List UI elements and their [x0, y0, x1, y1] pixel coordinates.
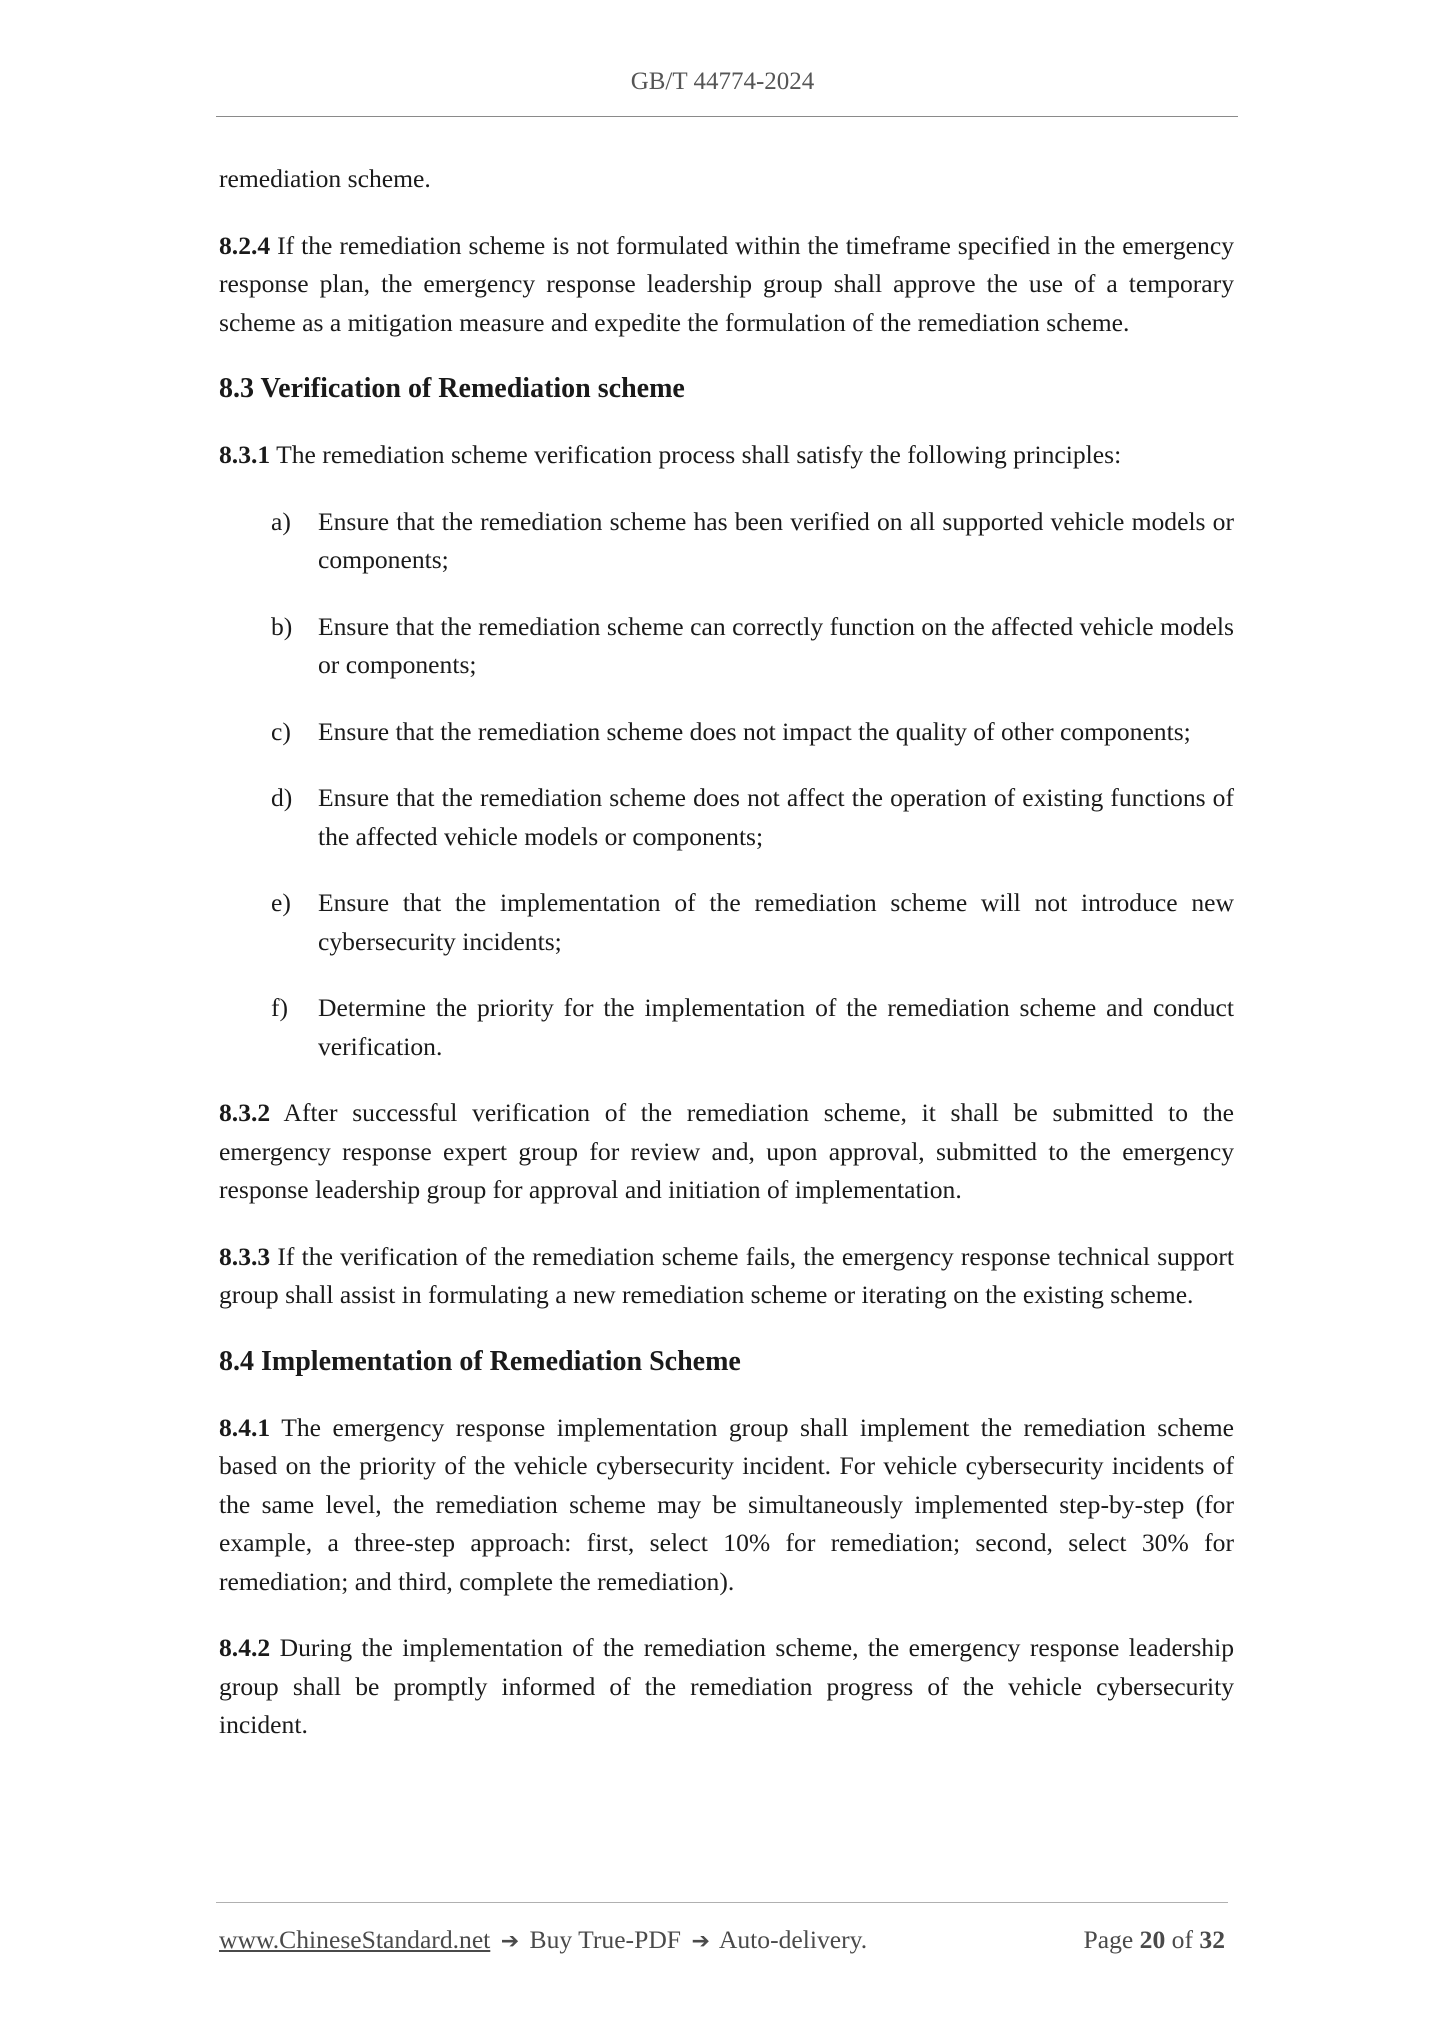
page-current: 20 — [1139, 1925, 1166, 1954]
clause-8-2-4 — [219, 227, 1234, 343]
footer-divider — [216, 1902, 1228, 1903]
list-item-b — [219, 608, 1234, 685]
clause-8-3-3 — [219, 1238, 1234, 1315]
list-item-text: Ensure that the remediation scheme does not impact the quality of other components; — [318, 716, 1191, 746]
list-item-letter: c) — [271, 716, 291, 746]
header-divider — [216, 116, 1238, 117]
clause-8-3-1 — [219, 436, 1234, 475]
list-item-text: Determine the priority for the implementation of the remediation scheme and conduct verification. — [318, 993, 1234, 1061]
list-item-text: Ensure that the remediation scheme does not affect the operation of existing functions of the affected vehicle models or components; — [318, 783, 1234, 851]
list-item-c — [219, 713, 1234, 752]
list-item-text: Ensure that the implementation of the remediation scheme will not introduce new cybersecurity incidents; — [318, 888, 1234, 956]
list-item-d — [219, 779, 1234, 856]
clause-number: 8.3.3 — [219, 1241, 271, 1271]
arrow-right-icon: ➔ — [500, 1929, 520, 1954]
clause-number: 8.2.4 — [219, 230, 271, 260]
site-link[interactable]: www.ChineseStandard.net — [219, 1925, 491, 1954]
clause-text: The remediation scheme verification process shall satisfy the following principles: — [270, 440, 1122, 469]
page-indicator — [1084, 1925, 1226, 1955]
clause-text: The emergency response implementation group shall implement the remediation scheme based on the priority of the vehicle cybersecurity incident. For vehicle cybersecurity incidents of the same level, the remediation scheme may be simultaneously implemented step-by-step (for example, a three-step approach: first, select 10% for remediation; second, select 30% for remediation; and third, complete the remediation). — [219, 1412, 1234, 1596]
clause-number: 8.3.2 — [219, 1098, 271, 1127]
page-footer — [219, 1925, 1225, 1955]
page-total: 32 — [1199, 1925, 1225, 1954]
list-item-f — [219, 989, 1234, 1066]
list-item-letter: b) — [271, 611, 293, 641]
arrow-right-icon: ➔ — [691, 1929, 710, 1954]
clause-text: If the verification of the remediation scheme fails, the emergency response technical support group shall assist in formulating a new remediation scheme or iterating on the existing scheme. — [219, 1241, 1234, 1309]
clause-text: After successful verification of the remediation scheme, it shall be submitted to the emergency response expert group for review and, upon approval, submitted to the emergency response leadership group for approval and initiation of implementation. — [219, 1098, 1234, 1204]
clause-8-3-2 — [219, 1094, 1234, 1210]
section-heading-8-4: 8.4 Implementation of Remediation Scheme — [219, 1345, 741, 1377]
list-item-text: Ensure that the remediation scheme has been verified on all supported vehicle models or components; — [318, 506, 1234, 574]
list-item-letter: d) — [271, 783, 293, 812]
section-heading-8-3: 8.3 Verification of Remediation scheme — [219, 373, 685, 404]
of-label: of — [1171, 1925, 1193, 1954]
list-item-e — [219, 884, 1234, 961]
footer-promo — [219, 1925, 867, 1955]
page-label: Page — [1083, 1925, 1134, 1954]
list-item-a — [219, 503, 1234, 580]
document-code-header: GB/T 44774-2024 — [630, 68, 815, 95]
clause-8-4-2 — [219, 1629, 1234, 1745]
buy-text: Buy True-PDF — [529, 1925, 682, 1954]
clause-number: 8.4.2 — [219, 1633, 271, 1662]
clause-8-4-1 — [219, 1409, 1234, 1602]
clause-text: During the implementation of the remediation scheme, the emergency response leadership group shall be promptly informed of the remediation progress of the vehicle cybersecurity incident. — [219, 1633, 1234, 1739]
clause-number: 8.3.1 — [219, 440, 271, 469]
list-item-text: Ensure that the remediation scheme can correctly function on the affected vehicle models or components; — [318, 611, 1234, 679]
delivery-text: Auto-delivery. — [718, 1925, 868, 1954]
list-item-letter: f) — [271, 993, 289, 1022]
list-item-letter: e) — [271, 888, 291, 917]
clause-text: If the remediation scheme is not formulated within the timeframe specified in the emergency response plan, the emergency response leadership group shall approve the use of a temporary scheme as a mitigation measure and expedite the formulation of the remediation scheme. — [219, 230, 1234, 337]
paragraph-continuation: remediation scheme. — [219, 164, 431, 193]
list-item-letter: a) — [271, 506, 291, 536]
clause-number: 8.4.1 — [219, 1412, 271, 1442]
document-body — [219, 160, 1234, 1773]
